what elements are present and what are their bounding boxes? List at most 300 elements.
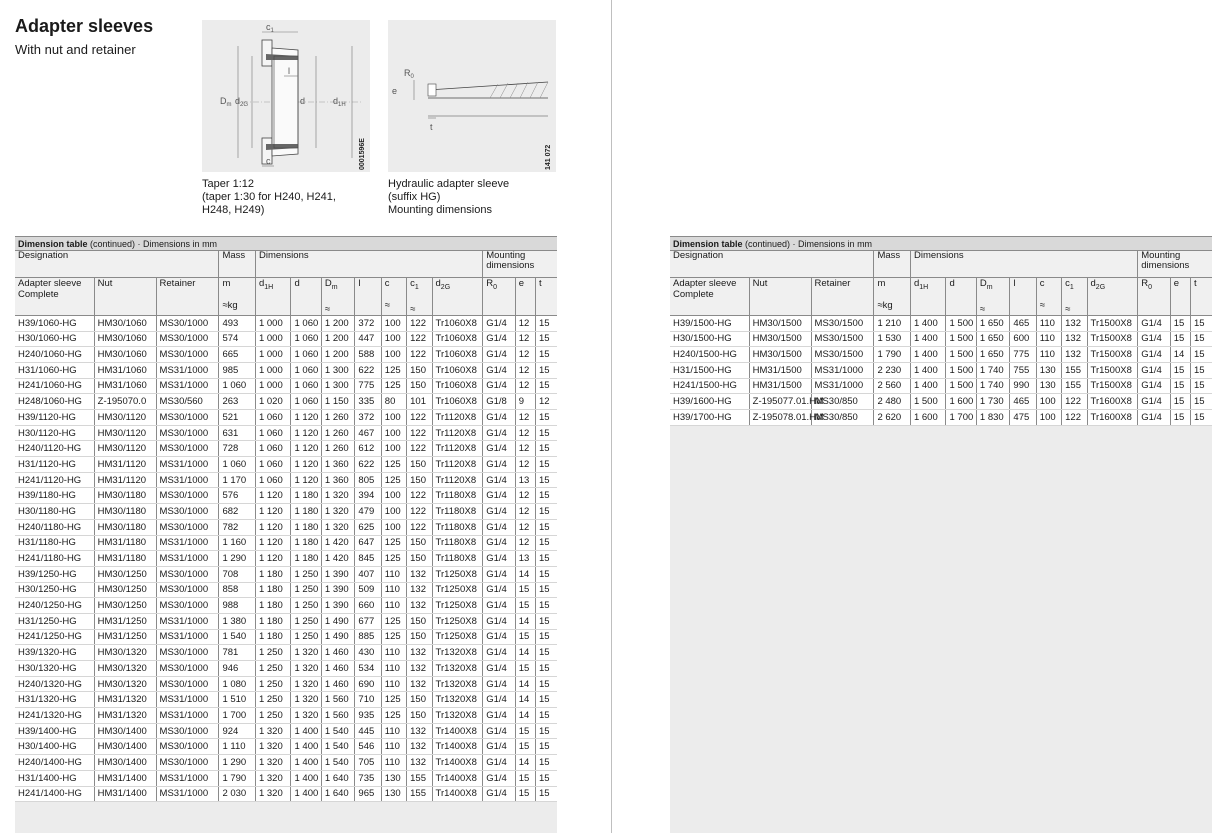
table-cell: 1 180 xyxy=(255,613,291,629)
designation-cell: H240/1250-HG xyxy=(15,598,94,614)
table-cell: HM31/1400 xyxy=(94,786,156,802)
header-mounting: Mounting dimensions xyxy=(483,251,557,278)
table-cell: 845 xyxy=(355,551,381,567)
table-row xyxy=(15,315,557,331)
table-cell: G1/4 xyxy=(483,645,515,661)
table-cell: 1 020 xyxy=(255,394,291,410)
page-title: Adapter sleeves xyxy=(15,16,154,36)
table-cell: 1 400 xyxy=(910,378,946,394)
table-cell: 100 xyxy=(381,504,406,520)
table-cell: 12 xyxy=(515,535,535,551)
table-cell: 132 xyxy=(407,645,432,661)
designation-cell: H39/1500-HG xyxy=(670,315,749,331)
table-cell: 1 420 xyxy=(321,551,354,567)
table-cell: MS30/1000 xyxy=(156,315,219,331)
table-cell: 690 xyxy=(355,676,381,692)
label-Dm: $D_m$ xyxy=(220,96,232,108)
table-cell: 1 500 xyxy=(946,362,976,378)
table-cell: Tr1180X8 xyxy=(432,504,483,520)
table-cell: 1 740 xyxy=(976,378,1009,394)
table-cell: HM30/1250 xyxy=(94,582,156,598)
table-cell: 1 540 xyxy=(321,755,354,771)
table-cell: 1 460 xyxy=(321,676,354,692)
table-cell: 2 480 xyxy=(874,394,911,410)
table-cell: HM31/1180 xyxy=(94,551,156,567)
table-cell: 15 xyxy=(535,347,557,363)
table-cell: HM31/1060 xyxy=(94,378,156,394)
table-row xyxy=(15,739,557,755)
table-cell: HM31/1500 xyxy=(749,362,811,378)
adapter-sleeve-drawing xyxy=(202,20,370,172)
table-cell: 125 xyxy=(381,708,406,724)
table-cell: 12 xyxy=(515,457,535,473)
table-cell: 125 xyxy=(381,692,406,708)
table-cell: MS30/1000 xyxy=(156,410,219,426)
table-cell: 576 xyxy=(219,488,256,504)
table-cell: Tr1320X8 xyxy=(432,661,483,677)
table-cell: 1 400 xyxy=(291,739,321,755)
table-cell: 150 xyxy=(407,708,432,724)
table-cell: HM31/1320 xyxy=(94,708,156,724)
table-cell: 1 060 xyxy=(291,331,321,347)
table-cell: 155 xyxy=(1062,378,1087,394)
col-c: c ≈ xyxy=(1036,278,1061,316)
table-cell: HM30/1120 xyxy=(94,410,156,426)
designation-cell: H31/1060-HG xyxy=(15,362,94,378)
table-cell: 885 xyxy=(355,629,381,645)
table-cell: 677 xyxy=(355,613,381,629)
table-cell: Tr1060X8 xyxy=(432,394,483,410)
table-cell: 100 xyxy=(1036,410,1061,426)
table-cell: 622 xyxy=(355,362,381,378)
table-cell: HM31/1400 xyxy=(94,770,156,786)
table-cell: 14 xyxy=(1170,347,1190,363)
table-cell: MS30/1500 xyxy=(811,331,874,347)
table-cell: 110 xyxy=(1036,331,1061,347)
designation-cell: H241/1060-HG xyxy=(15,378,94,394)
table-cell: MS30/1000 xyxy=(156,723,219,739)
table-cell: 1 790 xyxy=(219,770,256,786)
table-cell: 9 xyxy=(515,394,535,410)
table-cell: 12 xyxy=(515,441,535,457)
table-cell: HM31/1120 xyxy=(94,472,156,488)
table-cell: 1 400 xyxy=(910,315,946,331)
table-cell: 1 460 xyxy=(321,661,354,677)
table-cell: 263 xyxy=(219,394,256,410)
table-cell: 15 xyxy=(535,786,557,802)
table-cell: Z-195077.01.HM xyxy=(749,394,811,410)
table-cell: 1 400 xyxy=(291,786,321,802)
table-cell: 15 xyxy=(515,739,535,755)
table-cell: 12 xyxy=(515,362,535,378)
table-cell: G1/4 xyxy=(483,770,515,786)
table-cell: 1 500 xyxy=(946,378,976,394)
table-cell: 100 xyxy=(381,410,406,426)
table-cell: 1 180 xyxy=(291,551,321,567)
table-cell: 1 830 xyxy=(976,410,1009,426)
table-cell: Tr1250X8 xyxy=(432,629,483,645)
table-cell: 479 xyxy=(355,504,381,520)
table-cell: Tr1250X8 xyxy=(432,582,483,598)
table-cell: 150 xyxy=(407,535,432,551)
table-cell: 12 xyxy=(515,425,535,441)
table-row xyxy=(15,708,557,724)
table-cell: 965 xyxy=(355,786,381,802)
table-row xyxy=(15,394,557,410)
table-cell: 1 400 xyxy=(910,347,946,363)
table-cell: MS31/1000 xyxy=(156,457,219,473)
table-cell: 1 250 xyxy=(255,645,291,661)
table-cell: 988 xyxy=(219,598,256,614)
table-cell: Tr1060X8 xyxy=(432,362,483,378)
table-cell: 15 xyxy=(535,661,557,677)
table-cell: MS30/1000 xyxy=(156,488,219,504)
table-row xyxy=(15,755,557,771)
table-cell: MS30/850 xyxy=(811,410,874,426)
table-cell: 155 xyxy=(407,770,432,786)
col-t: t xyxy=(535,278,557,316)
table-cell: Tr1600X8 xyxy=(1087,410,1138,426)
table-cell: Tr1400X8 xyxy=(432,786,483,802)
table-cell: 1 400 xyxy=(910,362,946,378)
table-cell: G1/4 xyxy=(483,362,515,378)
table-row xyxy=(15,629,557,645)
table-cell: 13 xyxy=(515,472,535,488)
table-cell: 708 xyxy=(219,566,256,582)
table-cell: 1 120 xyxy=(255,504,291,520)
table-cell: 100 xyxy=(381,488,406,504)
col-Dm: $D_m$ ≈ xyxy=(976,278,1009,316)
table-row xyxy=(15,410,557,426)
table-cell: 1 300 xyxy=(321,378,354,394)
table-cell: 110 xyxy=(381,582,406,598)
table-cell: 110 xyxy=(381,723,406,739)
table-cell: 122 xyxy=(407,425,432,441)
table-cell: 110 xyxy=(381,676,406,692)
table-cell: 1 320 xyxy=(291,692,321,708)
designation-cell: H31/1180-HG xyxy=(15,535,94,551)
table-cell: 80 xyxy=(381,394,406,410)
table-cell: 15 xyxy=(515,582,535,598)
table-cell: HM31/1250 xyxy=(94,613,156,629)
table-cell: 534 xyxy=(355,661,381,677)
table-cell: MS30/1000 xyxy=(156,755,219,771)
label-d: d xyxy=(300,96,306,106)
table-cell: 735 xyxy=(355,770,381,786)
table-cell: 1 180 xyxy=(255,582,291,598)
table-cell: 1 150 xyxy=(321,394,354,410)
table-cell: 122 xyxy=(407,504,432,520)
table-cell: 15 xyxy=(535,566,557,582)
label-l: l xyxy=(288,66,290,76)
table-cell: 15 xyxy=(535,410,557,426)
table-cell: 132 xyxy=(407,676,432,692)
table-cell: 430 xyxy=(355,645,381,661)
table-cell: G1/4 xyxy=(483,457,515,473)
table-cell: 1 260 xyxy=(321,425,354,441)
figure-code: 141 072 xyxy=(545,144,552,170)
dimension-table xyxy=(15,236,557,802)
table-cell: 1 060 xyxy=(255,425,291,441)
table-cell: Z-195070.0 xyxy=(94,394,156,410)
table-cell: 1 180 xyxy=(291,535,321,551)
table-cell: Tr1600X8 xyxy=(1087,394,1138,410)
table-cell: 1 060 xyxy=(255,457,291,473)
table-cell: 15 xyxy=(535,708,557,724)
table-row xyxy=(15,347,557,363)
col-R0: $R_0$ xyxy=(1138,278,1170,316)
label-c1: $c_1$ xyxy=(266,22,274,34)
table-cell: 132 xyxy=(407,755,432,771)
table-cell: 1 120 xyxy=(291,441,321,457)
table-cell: 15 xyxy=(535,535,557,551)
table-cell: 1 060 xyxy=(291,347,321,363)
table-row xyxy=(15,676,557,692)
table-cell: 622 xyxy=(355,457,381,473)
table-cell: G1/4 xyxy=(483,504,515,520)
col-m: m ≈kg xyxy=(874,278,911,316)
table-cell: 1 700 xyxy=(946,410,976,426)
table-cell: G1/4 xyxy=(483,410,515,426)
table-cell: 1 740 xyxy=(976,362,1009,378)
table-cell: 1 540 xyxy=(219,629,256,645)
col-e: e xyxy=(1170,278,1190,316)
table-cell: 100 xyxy=(381,425,406,441)
table-cell: 372 xyxy=(355,410,381,426)
table-cell: MS30/1000 xyxy=(156,425,219,441)
designation-cell: H240/1180-HG xyxy=(15,519,94,535)
table-cell: 15 xyxy=(1170,394,1190,410)
table-cell: 2 560 xyxy=(874,378,911,394)
dimension-table xyxy=(670,236,1212,426)
label-e: e xyxy=(392,86,398,96)
table-cell: MS30/1000 xyxy=(156,661,219,677)
table-cell: 1 320 xyxy=(255,755,291,771)
table-cell: 14 xyxy=(515,676,535,692)
table-cell: 110 xyxy=(1036,347,1061,363)
table-row xyxy=(15,504,557,520)
header-designation: Designation xyxy=(670,251,874,278)
table-cell: HM31/1120 xyxy=(94,457,156,473)
table-row xyxy=(15,488,557,504)
designation-cell: H31/1500-HG xyxy=(670,362,749,378)
table-cell: 15 xyxy=(515,629,535,645)
table-cell: 100 xyxy=(381,347,406,363)
table-cell: G1/4 xyxy=(483,347,515,363)
table-cell: 14 xyxy=(515,566,535,582)
table-cell: 15 xyxy=(535,331,557,347)
table-row xyxy=(15,566,557,582)
table-cell: 1 320 xyxy=(291,661,321,677)
col-d1H: $d_{1H}$ xyxy=(910,278,946,316)
table-cell: 612 xyxy=(355,441,381,457)
figure1-caption: Taper 1:12 (taper 1:30 for H240, H241, H248, H249) xyxy=(202,178,336,216)
table-cell: 935 xyxy=(355,708,381,724)
table-cell: 15 xyxy=(535,362,557,378)
table-cell: Tr1320X8 xyxy=(432,645,483,661)
table-cell: 12 xyxy=(515,331,535,347)
figure-code: 0001596E xyxy=(359,138,366,170)
designation-cell: H39/1600-HG xyxy=(670,394,749,410)
table-cell: 110 xyxy=(381,566,406,582)
table-cell: 132 xyxy=(407,739,432,755)
table-cell: Tr1250X8 xyxy=(432,613,483,629)
table-cell: 1 460 xyxy=(321,645,354,661)
table-cell: Tr1500X8 xyxy=(1087,347,1138,363)
designation-cell: H240/1060-HG xyxy=(15,347,94,363)
table-cell: 14 xyxy=(515,755,535,771)
table-cell: MS31/1000 xyxy=(811,362,874,378)
table-cell: HM30/1180 xyxy=(94,488,156,504)
col-c1: $c_1$ ≈ xyxy=(1062,278,1087,316)
table-cell: G1/4 xyxy=(483,708,515,724)
table-cell: G1/4 xyxy=(483,566,515,582)
table-cell: 15 xyxy=(535,441,557,457)
table-cell: Tr1180X8 xyxy=(432,519,483,535)
table-cell: 1 320 xyxy=(321,488,354,504)
table-cell: 2 230 xyxy=(874,362,911,378)
table-cell: HM30/1060 xyxy=(94,315,156,331)
header-dimensions: Dimensions xyxy=(910,251,1137,278)
table-cell: G1/8 xyxy=(483,394,515,410)
table-cell: HM30/1500 xyxy=(749,315,811,331)
table-cell: MS31/1000 xyxy=(156,786,219,802)
table-cell: 15 xyxy=(535,692,557,708)
table-cell: 110 xyxy=(381,645,406,661)
table-cell: 1 400 xyxy=(291,755,321,771)
table-cell: 1 400 xyxy=(291,723,321,739)
table-cell: MS31/1000 xyxy=(156,362,219,378)
table-cell: 150 xyxy=(407,378,432,394)
table-cell: MS31/1000 xyxy=(156,613,219,629)
table-cell: 130 xyxy=(1036,378,1061,394)
label-t: t xyxy=(430,122,433,132)
table-cell: 660 xyxy=(355,598,381,614)
table-cell: 1 120 xyxy=(291,457,321,473)
table-cell: MS31/1000 xyxy=(156,535,219,551)
table-cell: 1 250 xyxy=(291,582,321,598)
table-cell: 14 xyxy=(515,708,535,724)
table-cell: 15 xyxy=(1170,331,1190,347)
table-cell: 521 xyxy=(219,410,256,426)
table-cell: 447 xyxy=(355,331,381,347)
table-cell: 1 000 xyxy=(255,362,291,378)
table-cell: 150 xyxy=(407,551,432,567)
table-cell: 110 xyxy=(381,661,406,677)
table-cell: G1/4 xyxy=(1138,378,1170,394)
table-cell: 1 260 xyxy=(321,410,354,426)
table-cell: 125 xyxy=(381,378,406,394)
table-cell: 1 390 xyxy=(321,598,354,614)
table-cell: Tr1120X8 xyxy=(432,457,483,473)
table-cell: MS30/850 xyxy=(811,394,874,410)
table-cell: 12 xyxy=(515,504,535,520)
table-cell: HM30/1400 xyxy=(94,739,156,755)
table-cell: 1 640 xyxy=(321,786,354,802)
designation-cell: H241/1250-HG xyxy=(15,629,94,645)
table-cell: MS31/1000 xyxy=(156,378,219,394)
table-cell: 150 xyxy=(407,457,432,473)
table-cell: 1 060 xyxy=(255,410,291,426)
table-cell: G1/4 xyxy=(483,692,515,708)
col-sleeve: Adapter sleeve Complete xyxy=(670,278,749,316)
table-cell: 467 xyxy=(355,425,381,441)
table-cell: 110 xyxy=(1036,315,1061,331)
table-cell: 1 180 xyxy=(255,566,291,582)
table-cell: G1/4 xyxy=(483,425,515,441)
table-cell: 1 320 xyxy=(321,519,354,535)
table-cell: 782 xyxy=(219,519,256,535)
table-cell: Tr1250X8 xyxy=(432,566,483,582)
table-cell: HM30/1320 xyxy=(94,661,156,677)
table-cell: G1/4 xyxy=(483,629,515,645)
table-cell: 445 xyxy=(355,723,381,739)
table-cell: 1 540 xyxy=(321,739,354,755)
designation-cell: H31/1250-HG xyxy=(15,613,94,629)
table-cell: 755 xyxy=(1010,362,1036,378)
table-cell: 1 700 xyxy=(219,708,256,724)
table-cell: MS31/1000 xyxy=(811,378,874,394)
table-cell: Tr1400X8 xyxy=(432,755,483,771)
table-cell: HM30/1060 xyxy=(94,331,156,347)
table-row xyxy=(15,425,557,441)
table-cell: 475 xyxy=(1010,410,1036,426)
table-cell: 132 xyxy=(407,598,432,614)
table-cell: 1 500 xyxy=(946,315,976,331)
table-cell: 1 000 xyxy=(255,331,291,347)
table-cell: 122 xyxy=(407,347,432,363)
table-cell: 1 170 xyxy=(219,472,256,488)
table-cell: 1 320 xyxy=(255,770,291,786)
table-cell: 710 xyxy=(355,692,381,708)
table-cell: G1/4 xyxy=(483,755,515,771)
table-cell: Tr1320X8 xyxy=(432,692,483,708)
table-cell: Tr1320X8 xyxy=(432,708,483,724)
designation-cell: H240/1120-HG xyxy=(15,441,94,457)
table-cell: MS30/1000 xyxy=(156,645,219,661)
table-cell: 15 xyxy=(1190,378,1212,394)
table-row xyxy=(15,692,557,708)
table-cell: G1/4 xyxy=(483,786,515,802)
label-R0: $R_0$ xyxy=(404,68,414,80)
table-cell: 12 xyxy=(515,378,535,394)
table-cell: 12 xyxy=(515,519,535,535)
table-cell: 1 200 xyxy=(321,331,354,347)
table-cell: Tr1060X8 xyxy=(432,347,483,363)
table-cell: 1 320 xyxy=(255,739,291,755)
table-cell: 132 xyxy=(1062,315,1087,331)
table-cell: HM30/1120 xyxy=(94,441,156,457)
table-cell: 407 xyxy=(355,566,381,582)
table-cell: G1/4 xyxy=(483,676,515,692)
table-cell: G1/4 xyxy=(1138,347,1170,363)
designation-cell: H240/1400-HG xyxy=(15,755,94,771)
table-cell: 1 250 xyxy=(255,661,291,677)
table-cell: MS30/1000 xyxy=(156,598,219,614)
table-cell: G1/4 xyxy=(483,535,515,551)
col-c: c ≈ xyxy=(381,278,406,316)
table-cell: 1 290 xyxy=(219,551,256,567)
table-cell: 1 120 xyxy=(255,535,291,551)
table-cell: 1 110 xyxy=(219,739,256,755)
table-cell: 1 250 xyxy=(291,598,321,614)
label-d2G: $d_{2G}$ xyxy=(235,96,249,108)
table-cell: 132 xyxy=(1062,331,1087,347)
table-cell: MS31/1000 xyxy=(156,551,219,567)
table-cell: MS30/1000 xyxy=(156,441,219,457)
table-cell: 15 xyxy=(1170,410,1190,426)
table-cell: 155 xyxy=(1062,362,1087,378)
